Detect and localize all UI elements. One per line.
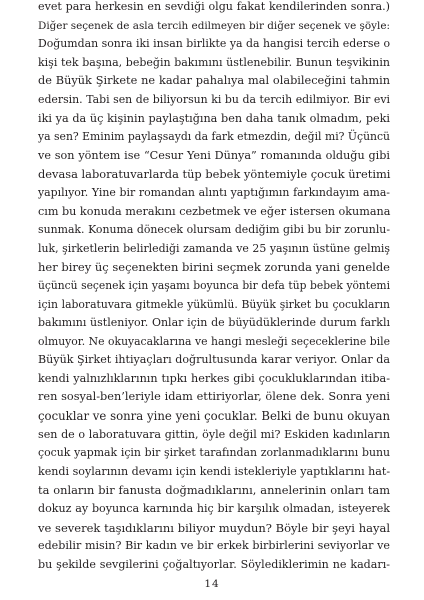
text-line: çocuklar ve sonra yine yeni çocuklar. Belki de bunu okuyan xyxy=(38,409,390,424)
text-line: Diğer seçenek de asla tercih edilmeyen bir diğer seçenek ve şöyle: xyxy=(38,19,390,32)
text-line: ve son yöntem ise “Cesur Yeni Dünya” romanında olduğu gibi xyxy=(38,148,390,162)
text-line: cım bu konuda merakını cezbetmek ve eğer istersen okumana xyxy=(38,204,391,218)
text-line: yapılıyor. Yine bir romandan alıntı yaptığımın farkındayım ama- xyxy=(38,185,390,199)
body-text xyxy=(38,0,390,574)
text-line: ya sen? Eminim paylaşsaydı da fark etmezdin, değil mi? Üçüncü xyxy=(38,130,390,144)
text-line: her birey üç seçenekten birini seçmek zorunda yani genelde xyxy=(38,260,390,275)
text-line: luk, şirketlerin belirlediği zamanda ve 25 yaşının üstüne gelmiş xyxy=(38,241,390,255)
text-line: ta onların bir fanusta doğmadıklarını, annelerinin onları tam xyxy=(38,483,390,498)
text-line: sunmak. Konuma dönecek olursam dediğim gibi bu bir zorunlu- xyxy=(38,223,390,237)
text-line: çocuk yapmak için bir şirket tarafından zorlanmadıklarını bunu xyxy=(38,446,390,460)
text-line: bu şekilde sevgilerini çoğaltıyorlar. Söylediklerimin ne kadarı- xyxy=(38,557,390,571)
text-line: kendi soylarının devamı için kendi istekleriyle yaptıklarını hat- xyxy=(38,464,391,478)
text-line: ve severek taşıdıklarını biliyor muydun? Böyle bir şeyi hayal xyxy=(38,520,390,535)
text-line: kendi yalnızlıklarının tıpkı herkes gibi çocukluklarından itiba- xyxy=(38,371,390,385)
page-number: 14 xyxy=(204,578,220,590)
text-line: Büyük Şirket ihtiyaçları doğrultusunda karar veriyor. Onlar da xyxy=(38,353,390,367)
text-line: üçüncü seçenek için yaşamı boyunca bir defa tüp bebek yöntemi xyxy=(38,278,390,292)
text-line: için laboratuvara gitmekle yükümlü. Büyük şirket bu çocukların xyxy=(38,297,390,311)
text-line: sen de o laboratuvara gittin, öyle değil mi? Eskiden kadınların xyxy=(38,427,390,441)
text-line: Doğumdan sonra iki insan birlikte ya da hangisi tercih ederse o xyxy=(38,37,390,51)
text-line: edebilir misin? Bir kadın ve bir erkek birbirlerini seviyorlar ve xyxy=(38,539,390,553)
text-line: kişi tek başına, bebeğin bakımını üstlenebilir. Bunun teşvikinin xyxy=(38,55,390,69)
text-line: olmuyor. Ne okuyacaklarına ve hangi mesleği seçeceklerine bile xyxy=(38,334,390,348)
text-line: iki ya da üç kişinin paylaştığına ben daha tanık olmadım, peki xyxy=(38,111,390,125)
text-line: edersin. Tabi sen de biliyorsun ki bu da tercih edilmiyor. Bir evi xyxy=(38,92,390,106)
text-line: devasa laboratuvarlarda tüp bebek yöntemiyle çocuk üretimi xyxy=(38,167,391,182)
text-line: dokuz ay boyunca karnında hiç bir karşılık olmadan, isteyerek xyxy=(38,502,390,516)
text-line: de Büyük Şirkete ne kadar pahalıya mal olabileceğini tahmin xyxy=(38,74,390,88)
text-line: ren sosyal-ben’leriyle idam ettiriyorlar, ölene dek. Sonra yeni xyxy=(38,390,390,404)
text-line: bakımını üstleniyor. Onlar için de büyüdüklerinde durum farklı xyxy=(38,316,390,330)
text-line: evet para herkesin en sevdiği olgu fakat kendilerinden sonra.) xyxy=(38,0,390,13)
